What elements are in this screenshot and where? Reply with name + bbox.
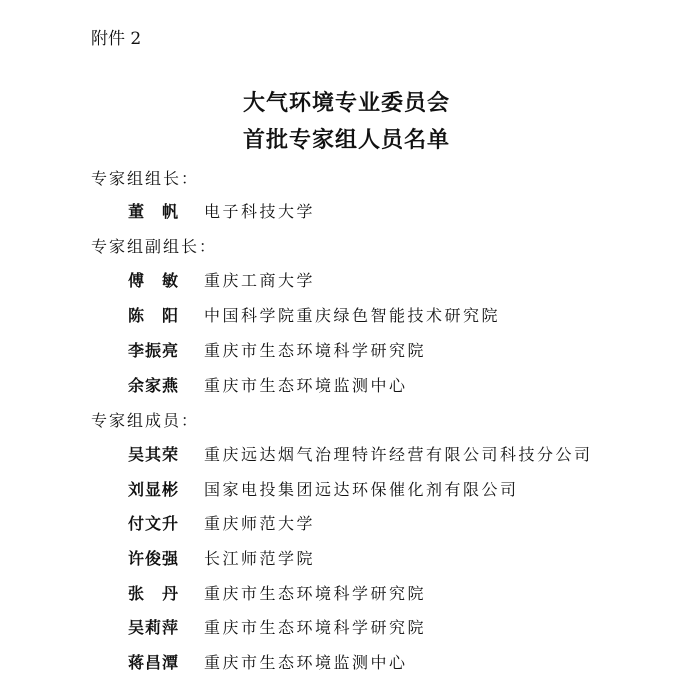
member-name: 刘显彬 bbox=[128, 480, 180, 499]
member-name: 吴莉萍 bbox=[128, 618, 180, 637]
list-item bbox=[128, 547, 315, 571]
list-item bbox=[128, 582, 426, 606]
section-heading-members: 专家组成员： bbox=[91, 411, 200, 430]
member-name: 付文升 bbox=[128, 514, 180, 533]
member-organization: 重庆师范大学 bbox=[204, 514, 316, 533]
member-name: 蒋昌潭 bbox=[128, 653, 180, 672]
member-organization: 重庆市生态环境科学研究院 bbox=[204, 584, 427, 603]
member-name: 吴其荣 bbox=[128, 445, 180, 464]
member-organization: 重庆市生态环境科学研究院 bbox=[204, 618, 427, 637]
member-organization: 重庆工商大学 bbox=[204, 271, 316, 290]
list-item bbox=[128, 616, 426, 640]
member-name: 傅 敏 bbox=[128, 271, 180, 290]
member-organization: 重庆市生态环境监测中心 bbox=[204, 653, 408, 672]
member-organization: 中国科学院重庆绿色智能技术研究院 bbox=[204, 306, 501, 325]
list-item bbox=[128, 339, 426, 363]
document-title-line-1: 大气环境专业委员会 bbox=[242, 90, 450, 116]
list-item bbox=[128, 651, 408, 675]
section-heading-deputy: 专家组副组长： bbox=[91, 237, 218, 256]
list-item bbox=[128, 200, 315, 224]
list-item bbox=[128, 512, 315, 536]
list-item bbox=[128, 443, 593, 467]
member-organization: 电子科技大学 bbox=[204, 202, 316, 221]
member-name: 余家燕 bbox=[128, 376, 180, 395]
member-organization: 重庆市生态环境科学研究院 bbox=[204, 341, 427, 360]
member-organization: 重庆市生态环境监测中心 bbox=[204, 376, 408, 395]
list-item bbox=[128, 478, 519, 502]
member-name: 许俊强 bbox=[128, 549, 180, 568]
member-name: 张 丹 bbox=[128, 584, 180, 603]
member-organization: 重庆远达烟气治理特许经营有限公司科技分公司 bbox=[204, 445, 593, 464]
document-title-line-2: 首批专家组人员名单 bbox=[242, 127, 450, 153]
member-organization: 长江师范学院 bbox=[204, 549, 316, 568]
section-heading-leader: 专家组组长： bbox=[91, 169, 200, 188]
attachment-label: 附件 2 bbox=[91, 29, 142, 49]
list-item bbox=[128, 269, 315, 293]
member-name: 董 帆 bbox=[128, 202, 180, 221]
member-name: 李振亮 bbox=[128, 341, 180, 360]
member-organization: 国家电投集团远达环保催化剂有限公司 bbox=[204, 480, 519, 499]
list-item bbox=[128, 374, 408, 398]
member-name: 陈 阳 bbox=[128, 306, 180, 325]
list-item bbox=[128, 304, 500, 328]
